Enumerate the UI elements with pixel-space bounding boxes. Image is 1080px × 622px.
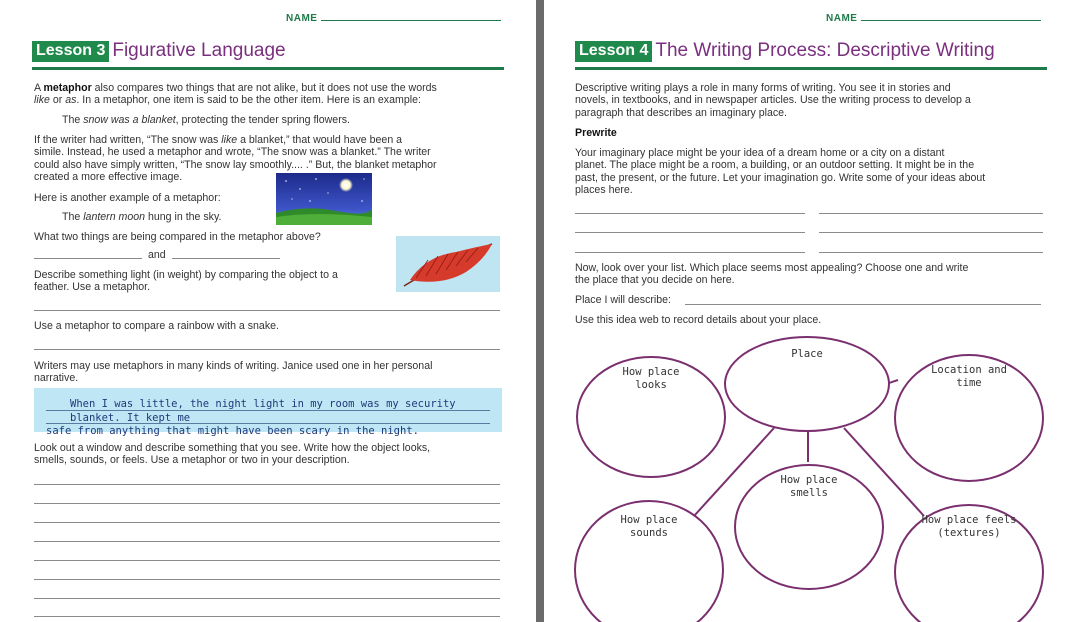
worksheet-page-lesson-4 (544, 0, 1080, 622)
idea-web-location-circle[interactable]: Location and time (894, 354, 1044, 482)
name-line[interactable] (321, 13, 501, 21)
name-line[interactable] (861, 13, 1041, 21)
name-label: NAME (826, 13, 858, 24)
handwriting-line-1 (46, 410, 490, 411)
intro-paragraph: A metaphor also compares two things that are not alike, but it does not use the words like or as. In a metaphor, one item is said to be the other item. Here is an example: (34, 82, 437, 107)
idea-web-place-circle[interactable]: Place (724, 336, 890, 432)
example-lantern-moon: The lantern moon hung in the sky. (62, 211, 222, 223)
writing-line[interactable] (34, 522, 500, 523)
prewrite-paragraph: Your imaginary place might be your idea of a dream home or a city on a distant planet. The place might be a room, a building, or an outdoor setting. It might be in the past, the present, or the future. Let your imagination go. Write some of your ideas about places here. (575, 147, 986, 197)
feather-image (396, 236, 500, 292)
answer-line-2[interactable] (172, 258, 280, 259)
handwriting-line-2 (46, 423, 490, 424)
writing-line[interactable] (34, 579, 500, 580)
window-prompt: Look out a window and describe something that you see. Write how the object looks, smells, sounds, or feels. Use a metaphor or two in your description. (34, 442, 431, 467)
idea-web-feels-circle[interactable]: How place feels (textures) (894, 504, 1044, 622)
writing-line[interactable] (34, 616, 500, 617)
lesson-badge: Lesson 3 (32, 41, 109, 62)
simile-explanation: If the writer had written, “The snow was like a blanket,” that would have been a simile. Instead, he used a metaphor and wrote, “The snow was a blanket.” The writer could also have simply written, “The snow lay smoothly.... .” But, the blanket metaphor created a more effective image. (34, 134, 437, 184)
writing-line[interactable] (34, 541, 500, 542)
lesson-header (575, 40, 1047, 70)
ideas-line[interactable] (819, 252, 1043, 253)
name-label: NAME (286, 13, 318, 24)
ideas-line[interactable] (819, 232, 1043, 233)
lesson-title: The Writing Process: Descriptive Writing (655, 40, 995, 61)
name-field (286, 13, 501, 24)
place-answer-line[interactable] (685, 304, 1041, 305)
lesson-title: Figurative Language (112, 40, 286, 61)
another-example-label: Here is another example of a metaphor: (34, 192, 221, 204)
name-field (826, 13, 1041, 24)
and-label: and (148, 249, 166, 261)
night-sky-image (276, 173, 372, 225)
handwritten-example: When I was little, the night light in my room was my security blanket. It kept me safe from anything that might have been scary in the night. (46, 398, 456, 437)
idea-web-instructions: Use this idea web to record details about your place. (575, 314, 822, 326)
answer-line-1[interactable] (34, 258, 142, 259)
ideas-line[interactable] (819, 213, 1043, 214)
lesson-badge: Lesson 4 (575, 41, 652, 62)
place-label: Place I will describe: (575, 294, 671, 306)
idea-web-smells-circle[interactable]: How place smells (734, 464, 884, 590)
question-feather: Describe something light (in weight) by comparing the object to a feather. Use a metaphor. (34, 269, 338, 294)
intro-paragraph: Descriptive writing plays a role in many forms of writing. You see it in stories and novels, in textbooks, and in newspaper articles. Use the writing process to develop a paragraph that describes an imaginary place. (575, 82, 971, 119)
worksheet-page-lesson-3 (0, 0, 536, 622)
idea-web-sounds-circle[interactable]: How place sounds (574, 500, 724, 622)
question-compared: What two things are being compared in the metaphor above? (34, 231, 321, 243)
answer-line-feather[interactable] (34, 310, 500, 311)
answer-line-rainbow[interactable] (34, 349, 500, 350)
choose-place-paragraph: Now, look over your list. Which place seems most appealing? Choose one and write the place that you decide on here. (575, 262, 969, 287)
ideas-line[interactable] (575, 232, 805, 233)
writing-line[interactable] (34, 503, 500, 504)
lesson-header (32, 40, 504, 70)
idea-web-looks-circle[interactable]: How place looks (576, 356, 726, 478)
writing-line[interactable] (34, 560, 500, 561)
writing-line[interactable] (34, 598, 500, 599)
question-rainbow: Use a metaphor to compare a rainbow with a snake. (34, 320, 279, 332)
ideas-line[interactable] (575, 252, 805, 253)
prewrite-heading: Prewrite (575, 127, 617, 139)
writing-line[interactable] (34, 484, 500, 485)
example-snow: The snow was a blanket, protecting the tender spring flowers. (62, 114, 350, 126)
ideas-line[interactable] (575, 213, 805, 214)
janice-paragraph: Writers may use metaphors in many kinds of writing. Janice used one in her personal narrative. (34, 360, 433, 385)
